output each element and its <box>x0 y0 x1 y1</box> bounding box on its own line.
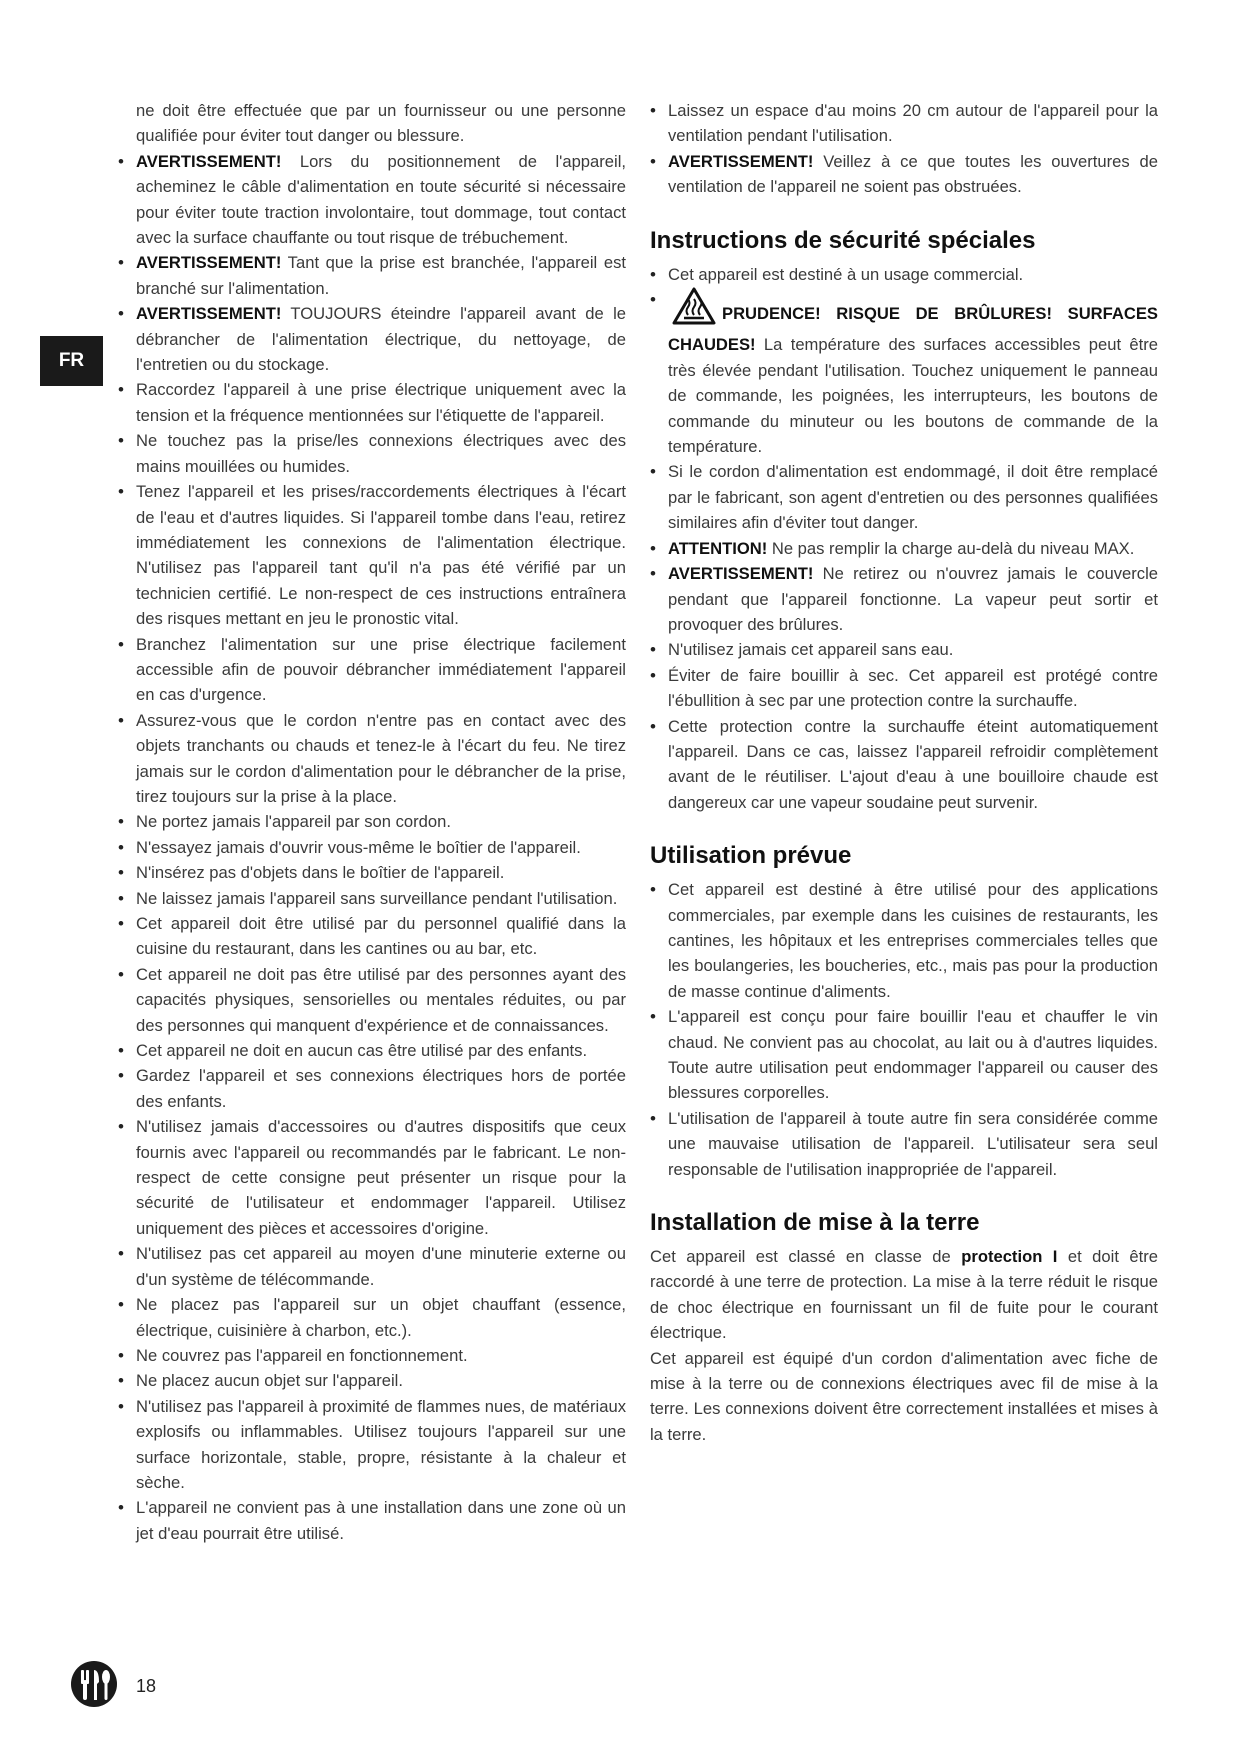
item-text: Ne placez pas l'appareil sur un objet chauffant (essence, électrique, cuisinière à charbon, etc.). <box>136 1295 626 1340</box>
item-text: N'insérez pas d'objets dans le boîtier de l'appareil. <box>136 863 505 883</box>
item-text: N'utilisez jamais d'accessoires ou d'autres dispositifs que ceux fournis avec l'appareil ou recommandés par le fabricant. Le non-respect de cette consigne peut présenter un risque pour la sécurité de l'utilisateur et endommager l'appareil. Utilisez uniquement des pièces et accessoires d'origine. <box>136 1117 626 1238</box>
item-text: Laissez un espace d'au moins 20 cm autour de l'appareil pour la ventilation pendant l'utilisation. <box>668 101 1158 146</box>
list-item <box>118 835 626 860</box>
list-item <box>118 1368 626 1393</box>
item-text: N'utilisez jamais cet appareil sans eau. <box>668 640 954 660</box>
item-text: Assurez-vous que le cordon n'entre pas en contact avec des objets tranchants ou chauds et tenez-le à l'écart du feu. Ne tirez jamais sur le cordon d'alimentation pour le débrancher de la prise, tirez toujours sur la prise à la place. <box>136 710 626 806</box>
item-text: Ne pas remplir la charge au-delà du niveau MAX. <box>767 538 1135 558</box>
list-item <box>118 911 626 962</box>
warning-label: AVERTISSEMENT! <box>136 253 282 273</box>
list-item <box>118 479 626 631</box>
list-item <box>118 250 626 301</box>
list-item <box>650 714 1158 816</box>
item-text: L'appareil ne convient pas à une installation dans une zone où un jet d'eau pourrait être utilisé. <box>136 1498 626 1543</box>
list-item <box>650 536 1158 561</box>
list-item <box>118 962 626 1038</box>
list-item <box>650 459 1158 535</box>
item-text: N'utilisez pas cet appareil au moyen d'une minuterie externe ou d'un système de télécommande. <box>136 1244 626 1289</box>
list-item <box>118 149 626 251</box>
item-text: Ne touchez pas la prise/les connexions électriques avec des mains mouillées ou humides. <box>136 431 626 476</box>
page-number: 18 <box>136 1676 157 1696</box>
intended-use-list <box>650 877 1158 1182</box>
list-item <box>118 708 626 810</box>
item-text: Gardez l'appareil et ses connexions électriques hors de portée des enfants. <box>136 1066 626 1111</box>
list-item <box>118 1038 626 1063</box>
item-text: Cet appareil doit être utilisé par du personnel qualifié dans la cuisine du restaurant, dans les cantines ou au bar, etc. <box>136 914 626 959</box>
safety-list <box>118 149 626 1546</box>
item-text: Cette protection contre la surchauffe éteint automatiquement l'appareil. Dans ce cas, laissez l'appareil refroidir complètement avant de le réutiliser. L'ajout d'eau à une bouilloire chaude est dangereux car une vapeur soudaine peut survenir. <box>668 716 1158 812</box>
list-item <box>118 886 626 911</box>
item-text: Cet appareil ne doit pas être utilisé par des personnes ayant des capacités physiques, sensorielles ou mentales réduites, ou par des personnes qui manquent d'expérience et de connaissances. <box>136 964 626 1035</box>
item-text: Cet appareil est destiné à un usage commercial. <box>668 264 1024 284</box>
page-footer <box>70 1660 156 1713</box>
language-tab <box>40 336 103 386</box>
list-item <box>650 262 1158 287</box>
list-item <box>650 1106 1158 1182</box>
list-item <box>118 1394 626 1496</box>
item-text: Cet appareil ne doit en aucun cas être utilisé par des enfants. <box>136 1041 588 1061</box>
item-text: Éviter de faire bouillir à sec. Cet appareil est protégé contre l'ébullition à sec par une protection contre la surchauffe. <box>668 665 1158 711</box>
item-text: Ne portez jamais l'appareil par son cordon. <box>136 812 451 832</box>
intended-use-heading: Utilisation prévue <box>650 842 852 870</box>
list-item <box>118 428 626 479</box>
warning-label: ATTENTION! <box>668 538 768 558</box>
special-safety-heading: Instructions de sécurité spéciales <box>650 226 1036 254</box>
item-text: Si le cordon d'alimentation est endommagé, il doit être remplacé par le fabricant, son agent d'entretien ou des personnes qualifiées similaires afin d'éviter tout danger. <box>668 462 1158 533</box>
item-text: Ne couvrez pas l'appareil en fonctionnement. <box>136 1345 468 1365</box>
list-item <box>650 149 1158 200</box>
continued-paragraph: ne doit être effectuée que par un fournisseur ou une personne qualifiée pour éviter tout danger ou blessure. <box>136 101 626 146</box>
list-item <box>118 1063 626 1114</box>
language-label: FR <box>58 350 85 371</box>
warning-label: AVERTISSEMENT! <box>136 151 282 171</box>
item-text: Tenez l'appareil et les prises/raccordements électriques à l'écart de l'eau et d'autres liquides. Si l'appareil tombe dans l'eau, retirez immédiatement les connexions de l'alimentation électrique. N'utilisez pas l'appareil tant qu'il n'a pas été vérifié par un technicien certifié. Le non-respect de ces instructions entraînera des risques mettant en jeu le pronostic vital. <box>136 482 626 629</box>
list-item <box>118 377 626 428</box>
grounding-paragraph-1 <box>650 1244 1158 1346</box>
item-text: Branchez l'alimentation sur une prise électrique facilement accessible afin de pouvoir débrancher immédiatement l'appareil en cas d'urgence. <box>136 634 626 705</box>
list-item <box>118 1241 626 1292</box>
protection-class-label: protection I <box>961 1247 1058 1267</box>
grounding-heading: Installation de mise à la terre <box>650 1209 980 1237</box>
list-item <box>118 1292 626 1343</box>
item-text: N'utilisez pas l'appareil à proximité de flammes nues, de matériaux explosifs ou inflammables. Utilisez toujours l'appareil sur une surface horizontale, stable, propre, résistante à la chaleur et sèche. <box>136 1396 626 1492</box>
list-item <box>650 663 1158 714</box>
right-column <box>650 98 1158 1447</box>
item-text: Cet appareil est destiné à être utilisé pour des applications commerciales, par exemple dans les cuisines de restaurants, les cantines, les hôpitaux et les entreprises commerciales telles que les boulangeries, les boucheries, etc., mais pas pour la production de masse continue d'aliments. <box>668 880 1158 1001</box>
list-item <box>118 809 626 834</box>
list-item <box>650 98 1158 149</box>
item-text: La température des surfaces accessibles peut être très élevée pendant l'utilisation. Touchez uniquement le panneau de commande, les poignées, les interrupteurs, les boutons de commande du minuteur ou les boutons de commande de la température. <box>668 335 1158 457</box>
list-item <box>650 287 1158 459</box>
list-item <box>118 1343 626 1368</box>
list-item <box>650 1004 1158 1106</box>
list-item <box>650 561 1158 637</box>
warning-label: AVERTISSEMENT! <box>136 304 282 324</box>
item-text: Raccordez l'appareil à une prise électrique uniquement avec la tension et la fréquence mentionnées sur l'étiquette de l'appareil. <box>136 380 626 425</box>
text-run: Cet appareil est classé en classe de <box>650 1247 962 1267</box>
list-item <box>118 860 626 885</box>
caution-label: PRUDENCE! RISQUE DE BRÛLURES! SURFACES CHAUDES! <box>668 304 1158 355</box>
grounding-paragraph-2: Cet appareil est équipé d'un cordon d'alimentation avec fiche de mise à la terre ou de connexions électriques avec fil de mise à la terre. Les connexions doivent être correctement installées et mises à la terre. <box>650 1348 1158 1444</box>
warning-label: AVERTISSEMENT! <box>668 564 814 584</box>
special-safety-list <box>650 262 1158 816</box>
item-text: L'appareil est conçu pour faire bouillir l'eau et chauffer le vin chaud. Ne convient pas au chocolat, au lait ou à d'autres liquides. Toute autre utilisation peut endommager l'appareil ou causer des blessures corporelles. <box>668 1007 1158 1103</box>
item-text: TOUJOURS éteindre l'appareil avant de le débrancher de l'alimentation électrique, du nettoyage, de l'entretien ou du stockage. <box>136 304 626 375</box>
item-text: Veillez à ce que toutes les ouvertures de ventilation de l'appareil ne soient pas obstruées. <box>668 151 1158 197</box>
left-column <box>118 98 626 1546</box>
ventilation-list <box>650 98 1158 200</box>
hot-surface-warning-icon <box>672 287 716 332</box>
text-run: et doit être raccordé à une terre de protection. La mise à la terre réduit le risque de choc électrique en fournissant un fil de fuite pour le courant électrique. <box>650 1247 1158 1343</box>
list-item <box>118 1114 626 1241</box>
list-item <box>118 301 626 377</box>
item-text: N'essayez jamais d'ouvrir vous-même le boîtier de l'appareil. <box>136 837 581 857</box>
item-text: Ne retirez ou n'ouvrez jamais le couvercle pendant que l'appareil fonctionne. La vapeur peut sortir et provoquer des brûlures. <box>668 564 1158 634</box>
item-text: Ne placez aucun objet sur l'appareil. <box>136 1371 403 1391</box>
item-text: Ne laissez jamais l'appareil sans surveillance pendant l'utilisation. <box>136 888 618 908</box>
warning-label: AVERTISSEMENT! <box>668 151 814 171</box>
list-item <box>118 1495 626 1546</box>
list-item <box>650 877 1158 1004</box>
cutlery-logo-icon <box>70 1660 118 1713</box>
item-text: Tant que la prise est branchée, l'appareil est branché sur l'alimentation. <box>136 253 626 298</box>
list-item <box>118 632 626 708</box>
item-text: Lors du positionnement de l'appareil, acheminez le câble d'alimentation en toute sécurité si nécessaire pour éviter toute traction involontaire, tout dommage, tout contact avec la surface chauffante ou tout risque de trébuchement. <box>136 151 626 248</box>
item-text: L'utilisation de l'appareil à toute autre fin sera considérée comme une mauvaise utilisation de l'appareil. L'utilisateur sera seul responsable de l'utilisation inappropriée de l'appareil. <box>668 1108 1158 1179</box>
list-item <box>650 637 1158 662</box>
